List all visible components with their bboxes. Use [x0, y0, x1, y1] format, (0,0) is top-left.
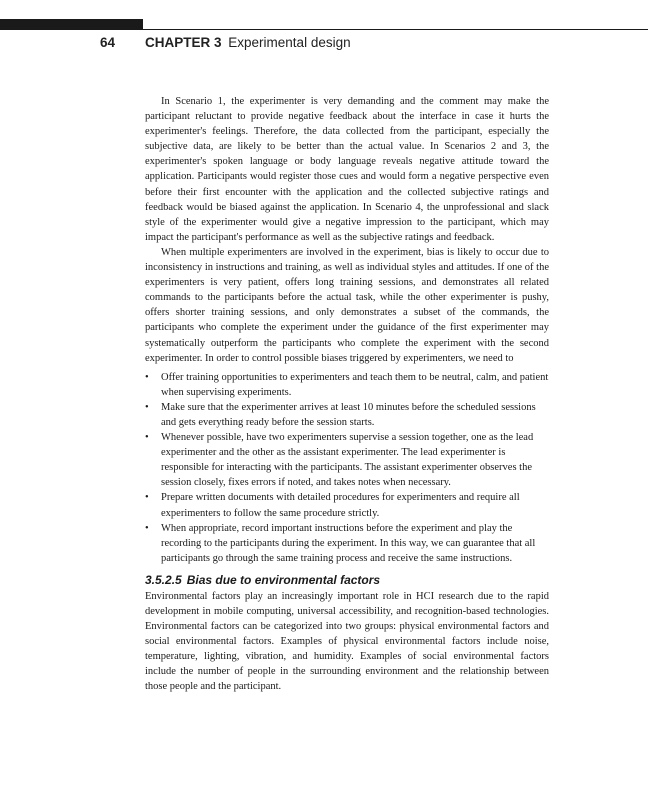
list-item: [145, 370, 549, 400]
header-rule: [143, 29, 648, 30]
bullet-icon: •: [145, 432, 149, 444]
section-number: 3.5.2.5: [145, 572, 182, 587]
bullet-icon: •: [145, 522, 149, 534]
bias-control-list: [145, 370, 549, 566]
chapter-label: CHAPTER 3: [145, 35, 222, 50]
list-item-text: Make sure that the experimenter arrives at least 10 minutes before the scheduled sessions and gets everything ready before the session starts.: [161, 401, 536, 428]
list-item: [145, 490, 549, 520]
page-number: 64: [100, 35, 116, 50]
bullet-icon: •: [145, 371, 149, 383]
list-item-text: When appropriate, record important instructions before the experiment and play the recording to the participants during the experiment. In this way, we can guarantee that all participants go through the same training process and receive the same instructions.: [161, 522, 536, 564]
section-heading: [145, 573, 549, 588]
section-title: Bias due to environmental factors: [186, 572, 381, 587]
list-item: [145, 400, 549, 430]
list-item: [145, 430, 549, 490]
bullet-icon: •: [145, 401, 149, 413]
header-bar-block: [0, 19, 143, 30]
chapter-heading: [145, 35, 351, 50]
paragraph-environmental-factors: Environmental factors play an increasingly important role in HCI research due to the rapid development in mobile computing, universal accessibility, and recognition-based technologies. Environmental factors can be categorized into two groups: physical environmental factors and social environmental factors. Examples of physical environmental factors include noise, temperature, lighting, vibration, and humidity. Examples of social environmental factors include the number of people in the surrounding environment and the relationship between those people and the participant.: [145, 590, 549, 693]
list-item: [145, 521, 549, 566]
running-header: [0, 35, 648, 55]
list-item-text: Prepare written documents with detailed procedures for experimenters and require all experimenters to follow the same procedure strictly.: [161, 492, 520, 519]
bullet-icon: •: [145, 492, 149, 504]
paragraph-multiple-experimenters: When multiple experimenters are involved in the experiment, bias is likely to occur due to inconsistency in instructions and training, as well as individual styles and attitudes. If one of the experimenters is very patient, offers long training sessions, and demonstrates all related commands to the participants before the actual task, while the other experimenter is pushy, offers shorter training sessions, and only demonstrates a subset of the commands, the participants who complete the experiment under the guidance of the first experimenter may systematically outperform the participants who complete the experiment with the second experimenter. In order to control possible biases triggered by experimenters, we need to: [145, 246, 549, 364]
list-item-text: Whenever possible, have two experimenters supervise a session together, one as the lead experimenter and the other as the assistant experimenter. The lead experimenter is responsible for interacting with the participants. The assistant experimenter observes the session closely, fixes errors if noted, and takes notes when necessary.: [161, 432, 534, 489]
page-body: [145, 94, 549, 695]
list-item-text: Offer training opportunities to experimenters and teach them to be neutral, calm, and patient when supervising experiments.: [161, 371, 549, 398]
paragraph-scenarios: In Scenario 1, the experimenter is very demanding and the comment may make the participant reluctant to provide negative feedback about the interface in case it hurts the experimenter's feelings. Therefore, the data collected from the participant, especially the subjective data, are likely to be better than the actual value. In Scenarios 2 and 3, the experimenter's spoken language or body language reveals negative attitude toward the application. Participants would register those cues and would form a negative perspective even before their first encounter with the application and the collected subjective ratings and feedback would be biased against the application. In Scenario 4, the unprofessional and slack style of the experimenter would give a negative impression to the participant, which may impact the participant's performance as well as the subjective ratings and feedback.: [145, 96, 549, 243]
chapter-title: Experimental design: [228, 35, 351, 50]
